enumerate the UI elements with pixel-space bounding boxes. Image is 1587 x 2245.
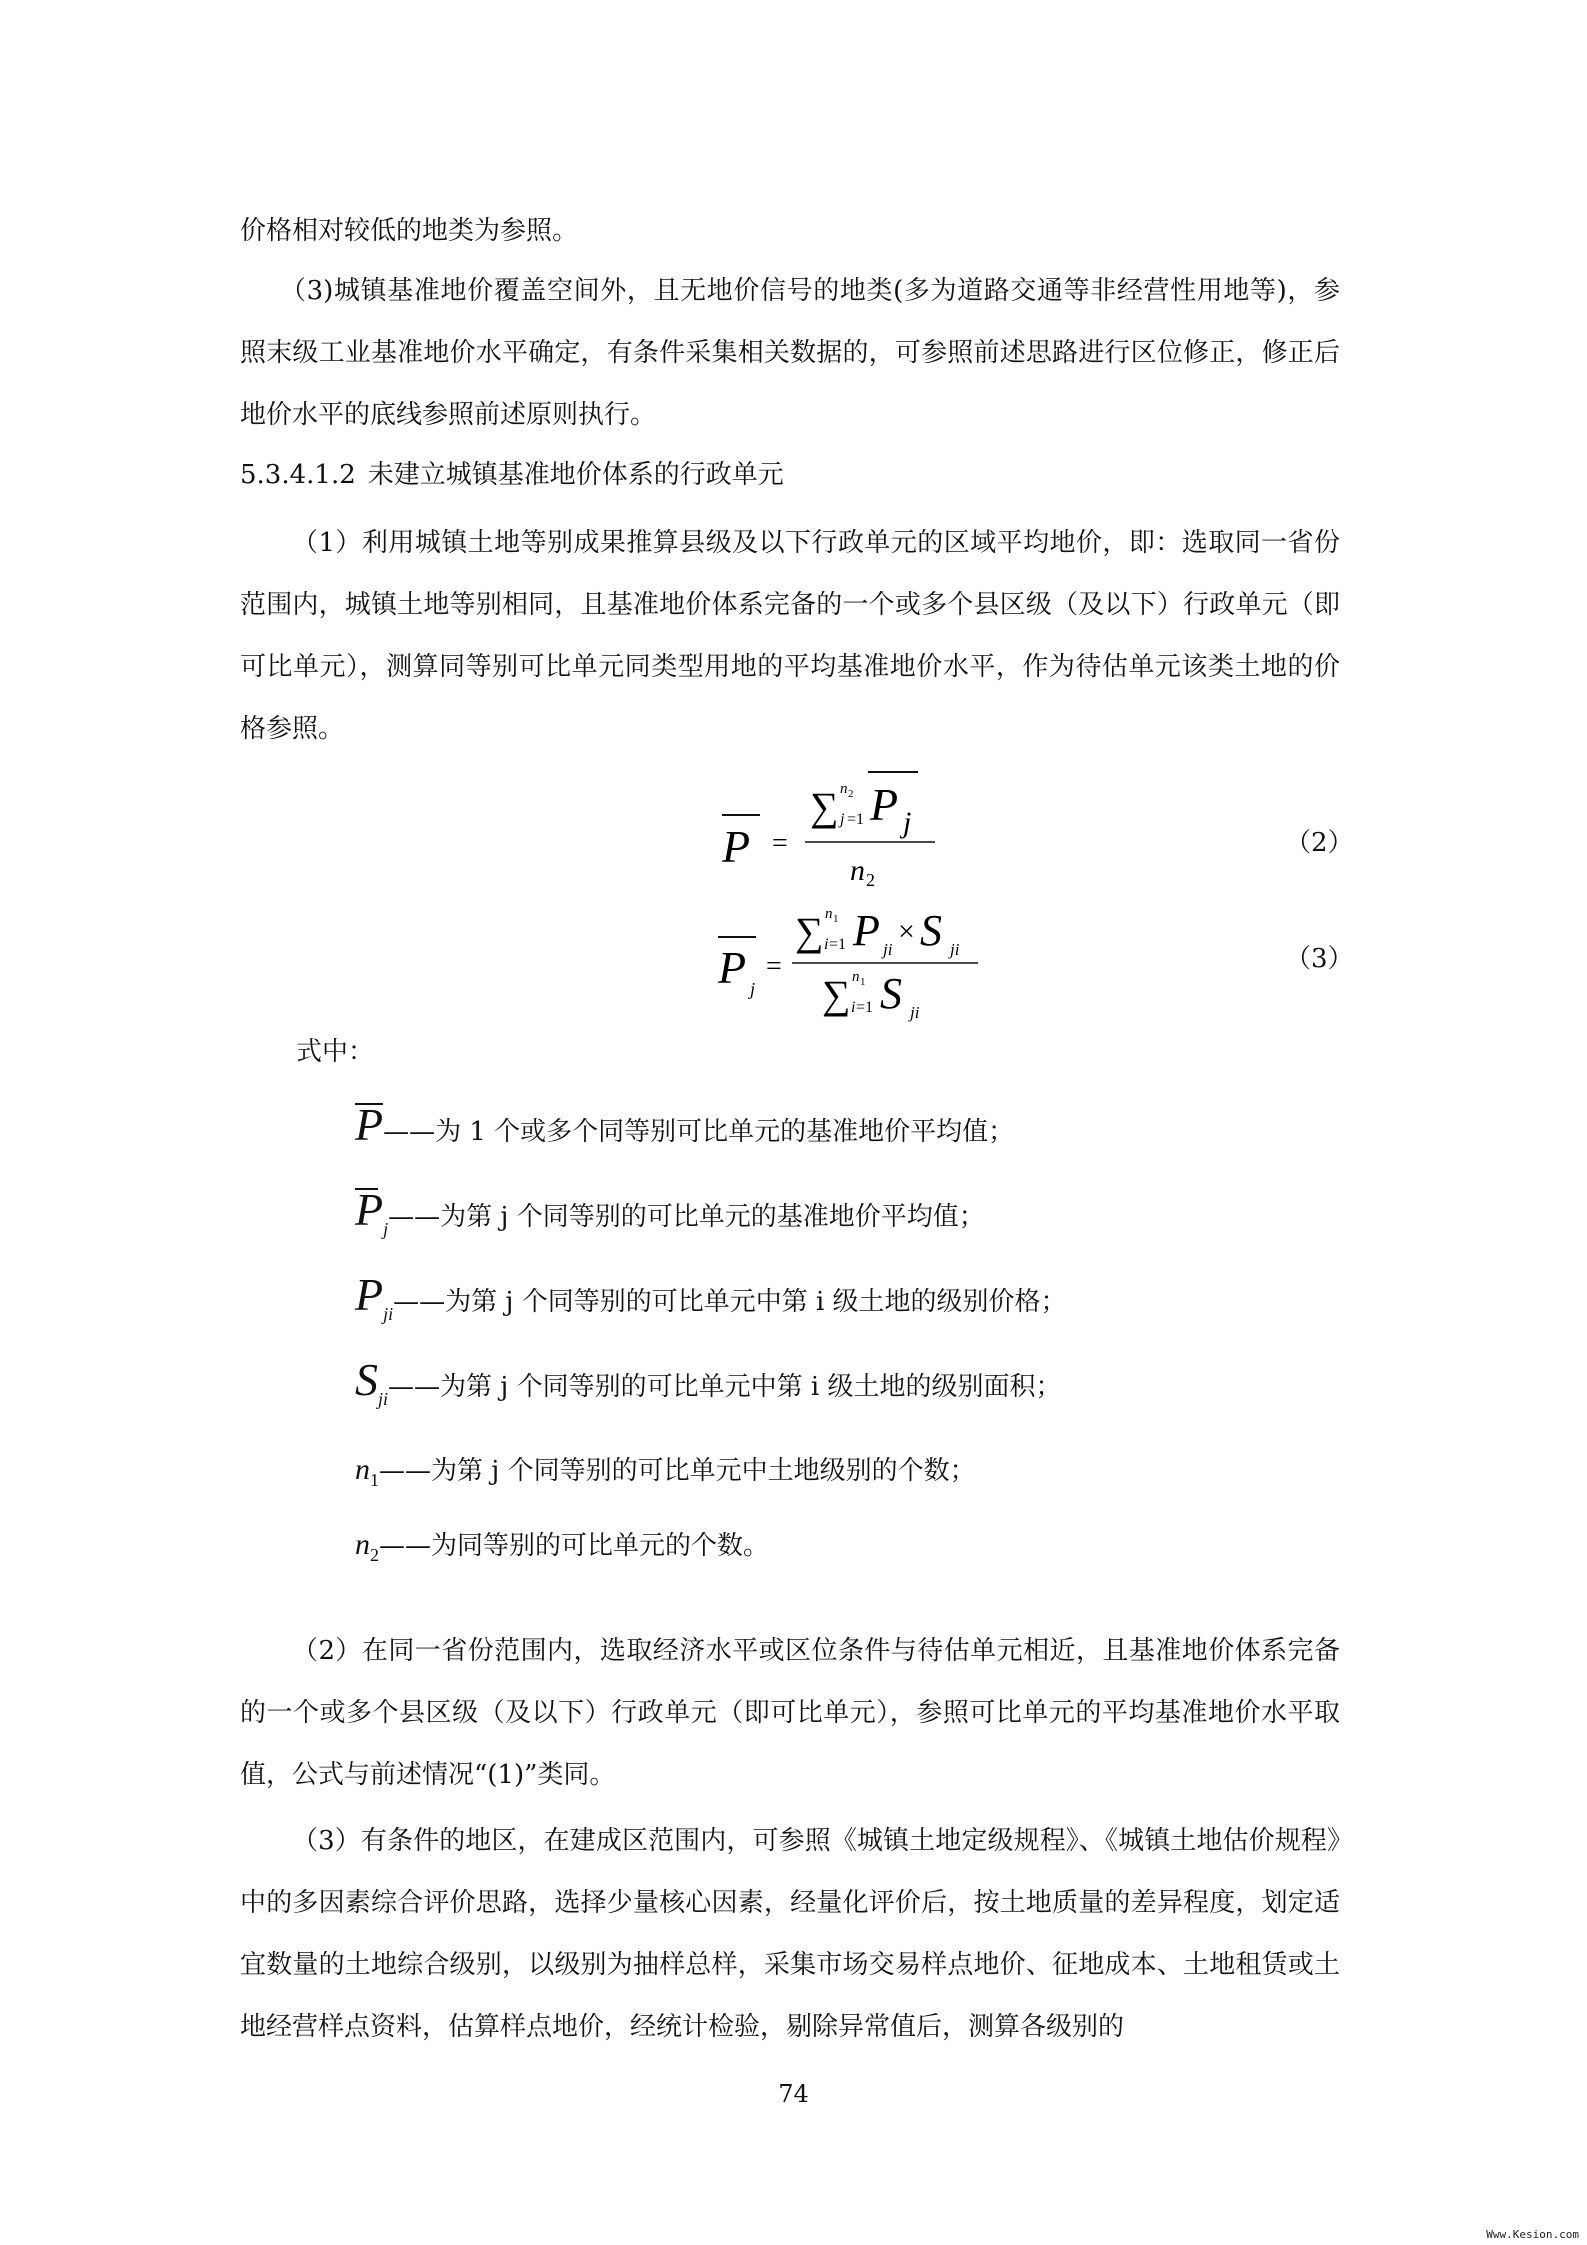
svg-text:P: P xyxy=(718,942,747,993)
symbol-Pj-bar: $P_j$ xyxy=(355,1184,389,1239)
definition-n1: $n_1——$为第 j 个同等别的可比单元中土地级别的个数； xyxy=(355,1453,976,1490)
svg-text:P: P xyxy=(870,779,899,830)
svg-text:1: 1 xyxy=(860,976,866,988)
svg-text:=: = xyxy=(772,828,788,859)
page-number: 74 xyxy=(778,2080,809,2108)
svg-text:×: × xyxy=(898,915,915,948)
section-heading xyxy=(240,455,784,495)
equation-number-3: （3） xyxy=(1285,944,1354,974)
svg-text:n: n xyxy=(825,906,833,922)
equation-number-2: （2） xyxy=(1285,828,1354,858)
formula-3 xyxy=(700,895,1000,1029)
svg-text:ji: ji xyxy=(883,940,893,959)
formula-2-svg xyxy=(700,760,1000,895)
svg-text:j: j xyxy=(903,806,912,839)
definition-Sji: $S_{ji}——$为第 j 个同等别的可比单元中第 i 级土地的级别面积； xyxy=(355,1354,1062,1409)
svg-text:=1: =1 xyxy=(856,999,874,1016)
svg-text:P: P xyxy=(722,821,751,872)
svg-text:=1: =1 xyxy=(847,811,865,828)
paragraph-method-1: （1）利用城镇土地等别成果推算县级及以下行政单元的区域平均地价，即：选取同一省份范围内，城镇土地等别相同，且基准地价体系完备的一个或多个县区级（及以下）行政单元（即可比单元），测算同等别可比单元同类型用地的平均基准地价水平，作为待估单元该类土地的价格参照。 xyxy=(240,528,1340,744)
svg-text:i: i xyxy=(824,936,829,953)
svg-text:ji: ji xyxy=(910,1003,920,1022)
symbol-n2: $n_2$ xyxy=(355,1528,379,1565)
section-title: 未建立城镇基准地价体系的行政单元 xyxy=(367,460,784,490)
svg-text:2: 2 xyxy=(866,870,875,890)
section-number: 5.3.4.1.2 xyxy=(240,460,356,490)
svg-text:=: = xyxy=(766,951,782,982)
symbol-Sji: $S_{ji}$ xyxy=(355,1354,389,1409)
symbol-Pji: $P_{ji}$ xyxy=(355,1269,394,1324)
definition-P-bar: P——为 1 个或多个同等别可比单元的基准地价平均值； xyxy=(355,1099,1015,1150)
svg-text:n: n xyxy=(852,969,860,985)
formula-3-svg xyxy=(700,895,1000,1025)
symbol-P-bar: P xyxy=(355,1099,384,1150)
definition-n2: $n_2——$为同等别的可比单元的个数。 xyxy=(355,1528,770,1565)
svg-text:P: P xyxy=(853,906,880,955)
svg-text:S: S xyxy=(920,906,942,955)
formula-2 xyxy=(700,760,1000,899)
paragraph-3: （3)城镇基准地价覆盖空间外，且无地价信号的地类(多为道路交通等非经营性用地等)，参照末级工业基准地价水平确定，有条件采集相关数据的，可参照前述思路进行区位修正，修正后地价水平的底线参照前述原则执行。 xyxy=(240,276,1340,430)
definition-Pj-bar: $P_j——$为第 j 个同等别的可比单元的基准地价平均值； xyxy=(355,1184,985,1239)
svg-text:n: n xyxy=(850,854,865,887)
svg-text:∑: ∑ xyxy=(795,909,824,954)
svg-text:ji: ji xyxy=(950,940,960,959)
svg-text:j: j xyxy=(840,811,845,828)
svg-text:j: j xyxy=(750,979,756,999)
svg-text:S: S xyxy=(880,969,902,1018)
svg-text:=1: =1 xyxy=(829,936,847,953)
svg-text:2: 2 xyxy=(848,788,854,800)
svg-text:n: n xyxy=(840,781,848,797)
svg-text:1: 1 xyxy=(833,913,839,925)
formula-where-label: 式中： xyxy=(296,1037,375,1067)
watermark: Www.Kesion.com xyxy=(1486,2228,1579,2241)
svg-text:∑: ∑ xyxy=(822,972,851,1017)
symbol-n1: $n_1$ xyxy=(355,1453,379,1490)
svg-text:i: i xyxy=(851,999,856,1016)
svg-text:∑: ∑ xyxy=(810,784,839,829)
definition-Pji: $P_{ji}——$为第 j 个同等别的可比单元中第 i 级土地的级别价格； xyxy=(355,1269,1067,1324)
paragraph-method-2: （2）在同一省份范围内，选取经济水平或区位条件与待估单元相近，且基准地价体系完备的一个或多个县区级（及以下）行政单元（即可比单元），参照可比单元的平均基准地价水平取值，公式与前述情况“(1)”类同。 xyxy=(240,1636,1340,1790)
paragraph-method-3: （3）有条件的地区，在建成区范围内，可参照《城镇土地定级规程》、《城镇土地估价规程》中的多因素综合评价思路，选择少量核心因素，经量化评价后，按土地质量的差异程度，划定适宜数量的土地综合级别，以级别为抽样总样，采集市场交易样点地价、征地成本、土地租赁或土地经营样点资料，估算样点地价，经统计检验，剔除异常值后，测算各级别的 xyxy=(240,1826,1340,2042)
paragraph-continuation: 价格相对较低的地类为参照。 xyxy=(240,216,579,246)
